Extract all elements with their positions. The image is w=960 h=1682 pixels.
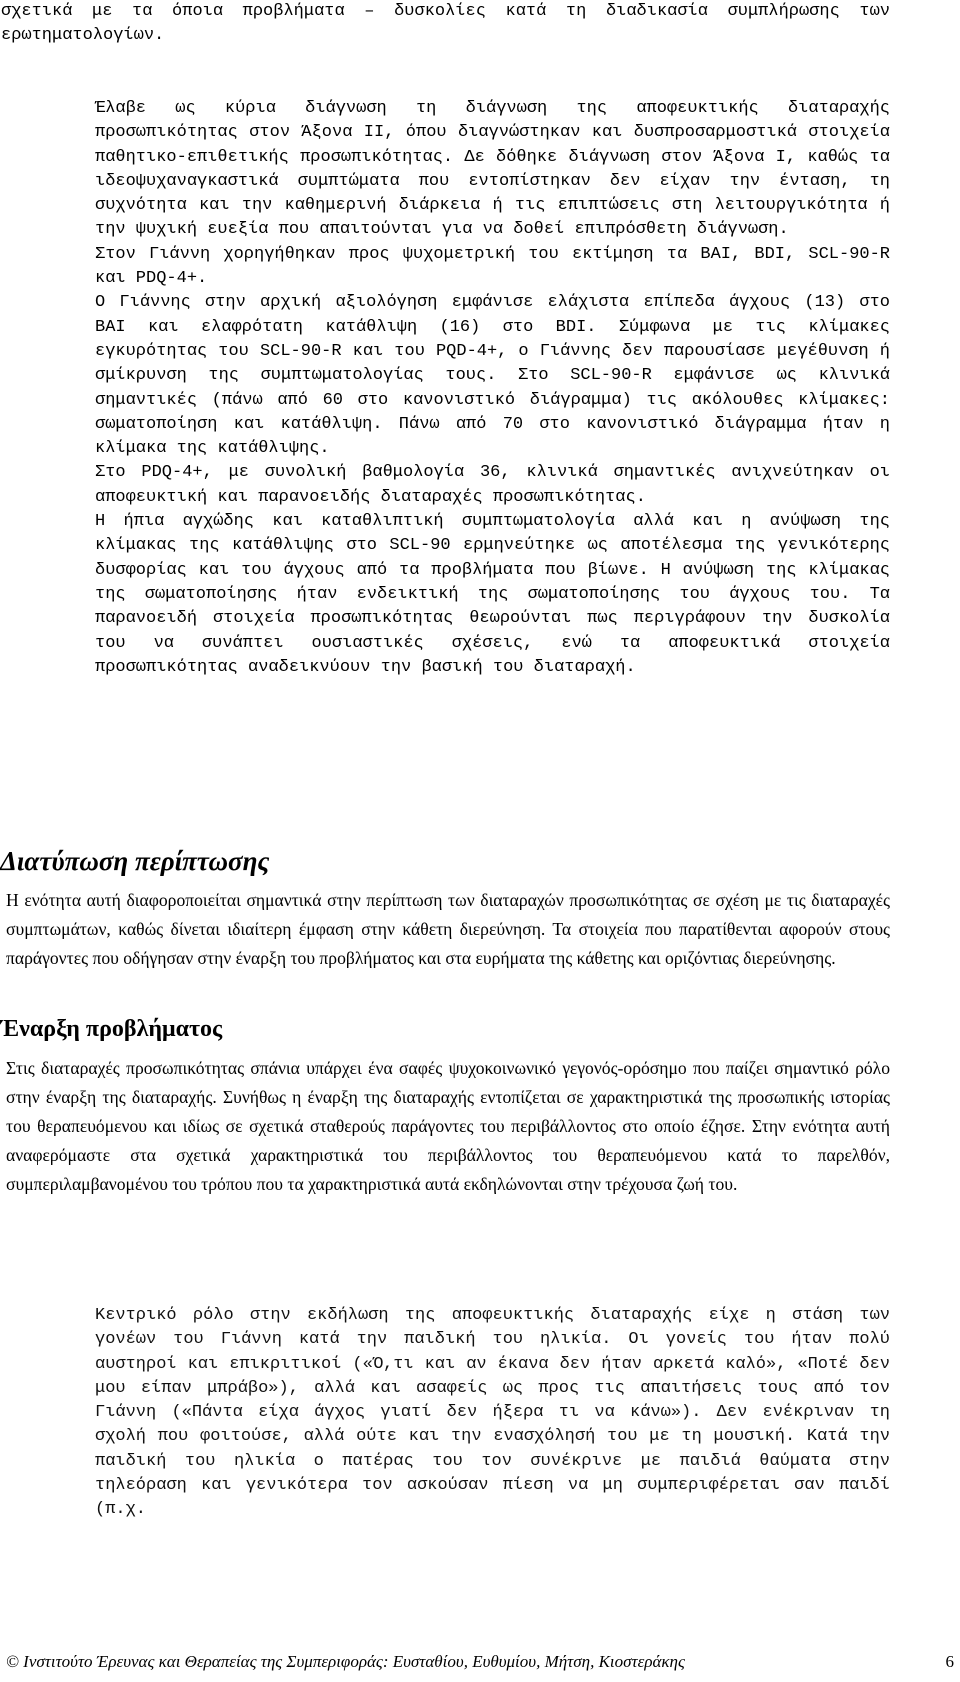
interpretation-paragraph: Η ήπια αγχώδης και καταθλιπτική συμπτωματολογία αλλά και η ανύψωση της κλίμακας της κατάθλιψης στο SCL-90 ερμηνεύτηκε ως αποτέλεσμα της γενικότερης δυσφορίας και του άγχους από τα προβλήματα που βίωνε. Η ανύψωση της κλίμακας της σωματοποίησης ήταν ενδεικτική της σωματοποίησης του άγχους του. Τα παρανοειδή στοιχεία προσωπικότητας θεωρούνται πως περιγράφουν την δυσκολία του να συνάπτει ουσιαστικές σχέσεις, ενώ τα αποφευκτικά στοιχεία προσωπικότητας αναδεικνύουν την βασική του διαταραχή.: [95, 512, 890, 677]
case-notes-body: [95, 97, 890, 680]
footer-copyright: © Ινστιτούτο Έρευνας και Θεραπείας της Συμπεριφοράς: Ευσταθίου, Ευθυμίου, Μήτση, Κιοστεράκης: [6, 1652, 685, 1671]
page-number: 6: [945, 1652, 954, 1671]
pdq-results-paragraph: Στο PDQ-4+, με συνολική βαθμολογία 36, κλινικά σημαντικές ανιχνεύτηκαν οι αποφευκτική και παρανοειδής διαταραχές προσωπικότητας.: [95, 463, 890, 507]
case-formulation-text: Η ενότητα αυτή διαφοροποιείται σημαντικά στην περίπτωση των διαταραχών προσωπικότητας σε σχέση με τις διαταραχές συμπτωμάτων, καθώς δίνεται ιδιαίτερη έμφαση στην κάθετη διερεύνηση. Τα στοιχεία που παρατίθενται αφορούν στους παράγοντες που οδήγησαν στην έναρξη του προβλήματος και στα ευρήματα της κάθετης και οριζόντιας διερεύνησης.: [6, 890, 890, 968]
page-footer: [6, 1652, 956, 1672]
initial-assessment-paragraph: Ο Γιάννης στην αρχική αξιολόγηση εμφάνισε ελάχιστα επίπεδα άγχους (13) στο BAI και ελαφρότατη κατάθλιψη (16) στο BDI. Σύμφωνα με τις κλίμακες εγκυρότητας του SCL-90-R και του PQD-4+, ο Γιάννης δεν παρουσίασε μεγέθυνση ή σμίκρυνση της συμπτωματολογίας τους. Στο SCL-90-R εμφάνισε ως κλινικά σημαντικές (πάνω από 60 στο κανονιστικό διάγραμμα) τις ακόλουθες κλίμακες: σωματοποίηση και κατάθλιψη. Πάνω από 70 στο κανονιστικό διάγραμμα ήταν η κλίμακα της κατάθλιψης.: [95, 293, 890, 459]
assessment-tools-paragraph: Στον Γιάννη χορηγήθηκαν προς ψυχομετρική του εκτίμηση τα BAI, BDI, SCL-90-R και PDQ-4+.: [95, 244, 890, 289]
problem-onset-text: Στις διαταραχές προσωπικότητας σπάνια υπάρχει ένα σαφές ψυχοκοινωνικό γεγονός-ορόσημο που παίζει σημαντικό ρόλο στην έναρξη της διαταραχής. Συνήθως η έναρξη της διαταραχής εντοπίζεται σε χαρακτηριστικά της προσωπικής ιστορίας του θεραπευόμενου και ιδίως σε σχετικά σταθερούς παράγοντες του περιβάλλοντος στο οποίο έζησε. Στην ενότητα αυτή αναφερόμαστε στα σχετικά χαρακτηριστικά του περιβάλλοντος του θεραπευόμενου κατά το παρελθόν, συμπεριλαμβανομένου του τρόπου που τα χαρακτηριστικά αυτά εκδηλώνονται στην τρέχουσα ζωή του.: [6, 1058, 890, 1194]
intro-line: σχετικά με τα όποια προβλήματα – δυσκολίες κατά τη διαδικασία συμπλήρωσης των ερωτηματολογίων.: [1, 2, 890, 46]
problem-onset-heading: Έναρξη προβλήματος: [0, 1016, 223, 1042]
case-notes-bottom: [95, 1304, 890, 1523]
parents-role-paragraph: Κεντρικό ρόλο στην εκδήλωση της αποφευκτικής διαταραχής είχε η στάση των γονέων του Γιάννη κατά την παιδική του ηλικία. Οι γονείς του ήταν πολύ αυστηροί και επικριτικοί («Ό,τι και αν έκανα δεν ήταν αρκετά καλό», «Ποτέ δεν μου είπαν μπράβο»), αλλά και ασαφείς ως προς τις απαιτήσεις τους από τον Γιάννη («Πάντα είχα άγχος γιατί δεν ήξερα τι να κάνω»). Δεν ενέκριναν τη σχολή που φοιτούσε, αλλά ούτε και την ενασχόλησή του με τη μουσική. Κατά την παιδική του ηλικία ο πατέρας του τον συνέκρινε με παιδιά θαύματα στην τηλεόραση και γενικότερα τον ασκούσαν πίεση να μη συμπεριφέρεται σαν παιδί (π.χ.: [95, 1306, 890, 1520]
diagnosis-paragraph: Έλαβε ως κύρια διάγνωση τη διάγνωση της αποφευκτικής διαταραχής προσωπικότητας στον Άξονα ΙΙ, όπου διαγνώστηκαν και δυσπροσαρμοστικά στοιχεία παθητικο-επιθετικής προσωπικότητας. Δε δόθηκε διάγνωση στον Άξονα Ι, καθώς τα ιδεοψυχαναγκαστικά συμπτώματα που εντοπίστηκαν δεν είχαν την ένταση, τη συχνότητα και την καθημερινή διάρκεια ή τις επιπτώσεις στη λειτουργικότητα ή την ψυχική ευεξία που απαιτούνται για να δοθεί επιπρόσθετη διάγνωση.: [95, 99, 890, 240]
case-formulation-heading: Διατύπωση περίπτωσης: [0, 846, 270, 876]
